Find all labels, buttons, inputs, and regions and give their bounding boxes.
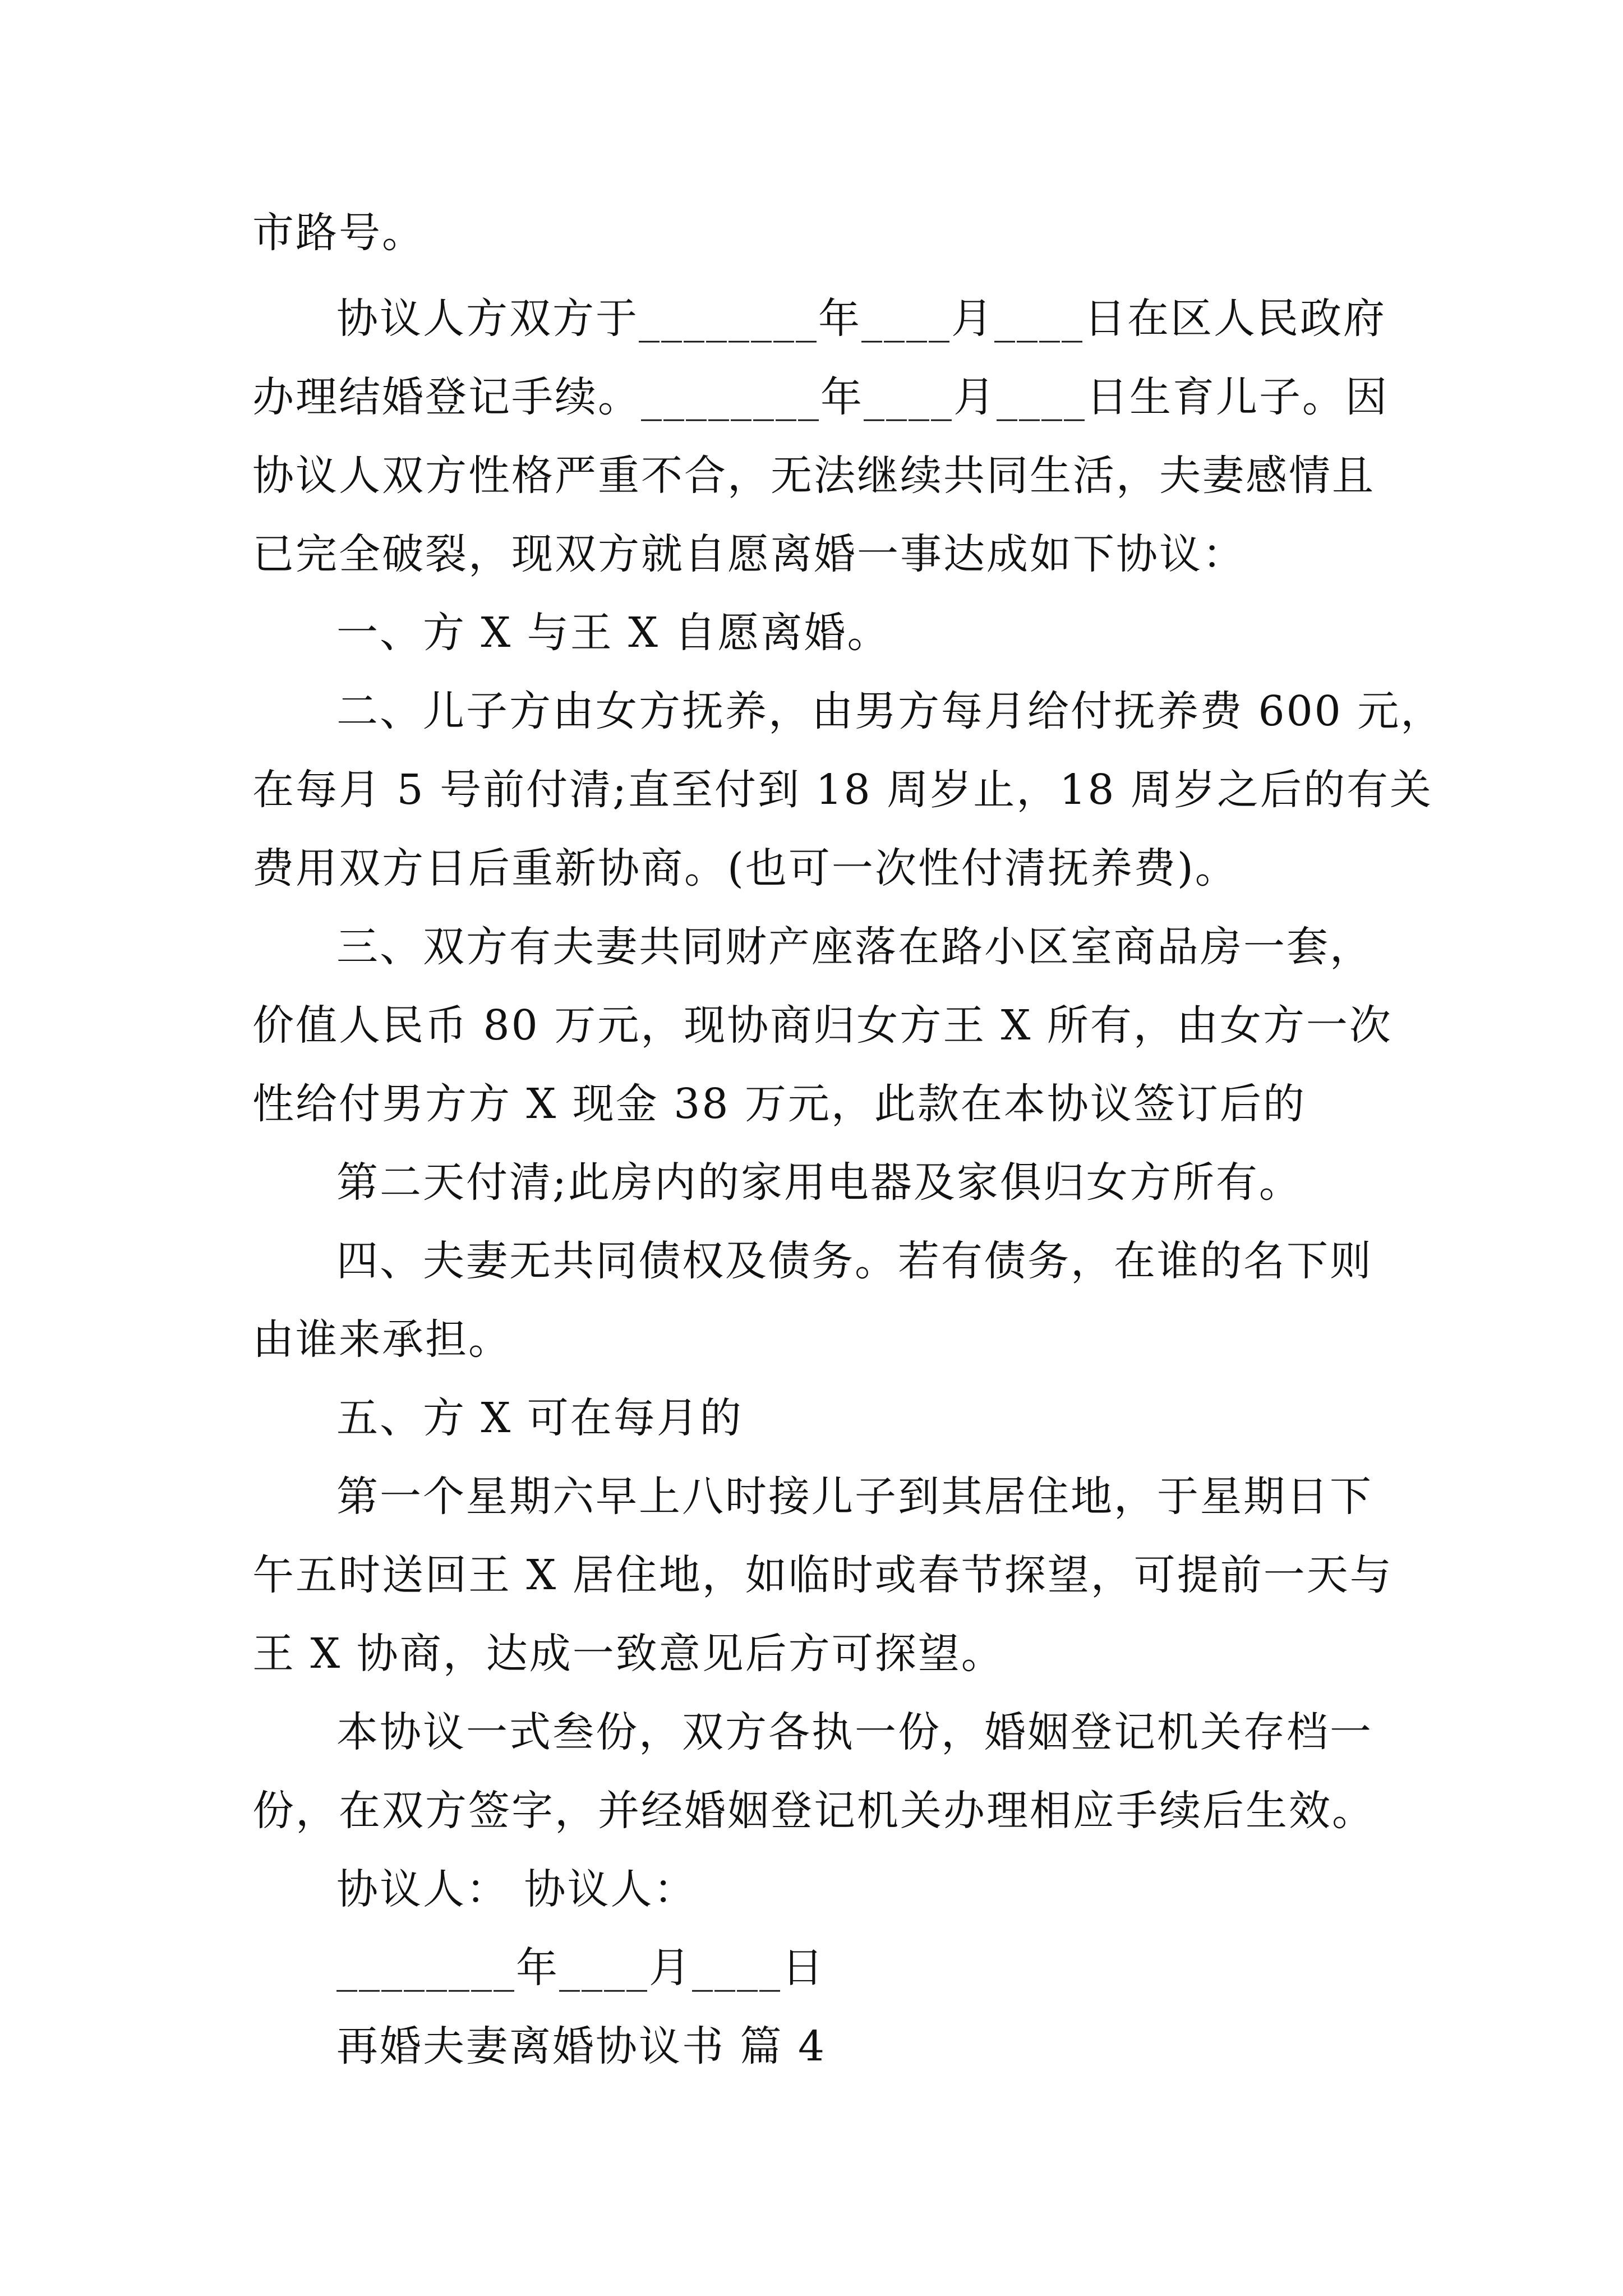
text-line: 第二天付清;此房内的家用电器及家俱归女方所有。: [336, 1158, 1302, 1207]
text-line: 第一个星期六早上八时接儿子到其居住地，于星期日下: [336, 1473, 1373, 1521]
text-line: 王 X 协商，达成一致意见后方可探望。: [252, 1630, 1004, 1678]
text-line: 份，在双方签字，并经婚姻登记机关办理相应手续后生效。: [252, 1787, 1375, 1835]
section-heading: 再婚夫妻离婚协议书 篇 4: [336, 2022, 827, 2070]
text-line: 办理结婚登记手续。________年____月____日生育儿子。因: [252, 373, 1389, 421]
date-line: ________年____月____日: [336, 1944, 825, 1992]
text-line: 三、双方有夫妻共同财产座落在路小区室商品房一套，: [336, 923, 1373, 971]
text-line: 协议人方双方于________年____月____日在区人民政府: [336, 295, 1386, 343]
text-line: 价值人民币 80 万元，现协商归女方王 X 所有，由女方一次: [252, 1001, 1393, 1050]
text-line: 已完全破裂，现双方就自愿离婚一事达成如下协议：: [252, 530, 1246, 578]
text-line: 在每月 5 号前付清;直至付到 18 周岁止，18 周岁之后的有关: [252, 766, 1433, 814]
text-line: 费用双方日后重新协商。(也可一次性付清抚养费)。: [252, 844, 1238, 892]
text-line: 性给付男方方 X 现金 38 万元，此款在本协议签订后的: [252, 1080, 1306, 1128]
text-line: 市路号。: [252, 209, 425, 257]
text-line: 五、方 X 可在每月的: [336, 1394, 743, 1442]
text-line: 二、儿子方由女方抚养，由男方每月给付抚养费 600 元，: [336, 687, 1444, 735]
text-line: 四、夫妻无共同债权及债务。若有债务，在谁的名下则: [336, 1237, 1373, 1285]
text-line: 一、方 X 与王 X 自愿离婚。: [336, 609, 891, 657]
text-line: 协议人双方性格严重不合，无法继续共同生活，夫妻感情且: [252, 452, 1375, 500]
text-line: 由谁来承担。: [252, 1315, 511, 1364]
signature-line: 协议人： 协议人：: [336, 1865, 697, 1913]
text-line: 午五时送回王 X 居住地，如临时或春节探望，可提前一天与: [252, 1551, 1393, 1599]
text-line: 本协议一式叁份，双方各执一份，婚姻登记机关存档一: [336, 1708, 1373, 1756]
